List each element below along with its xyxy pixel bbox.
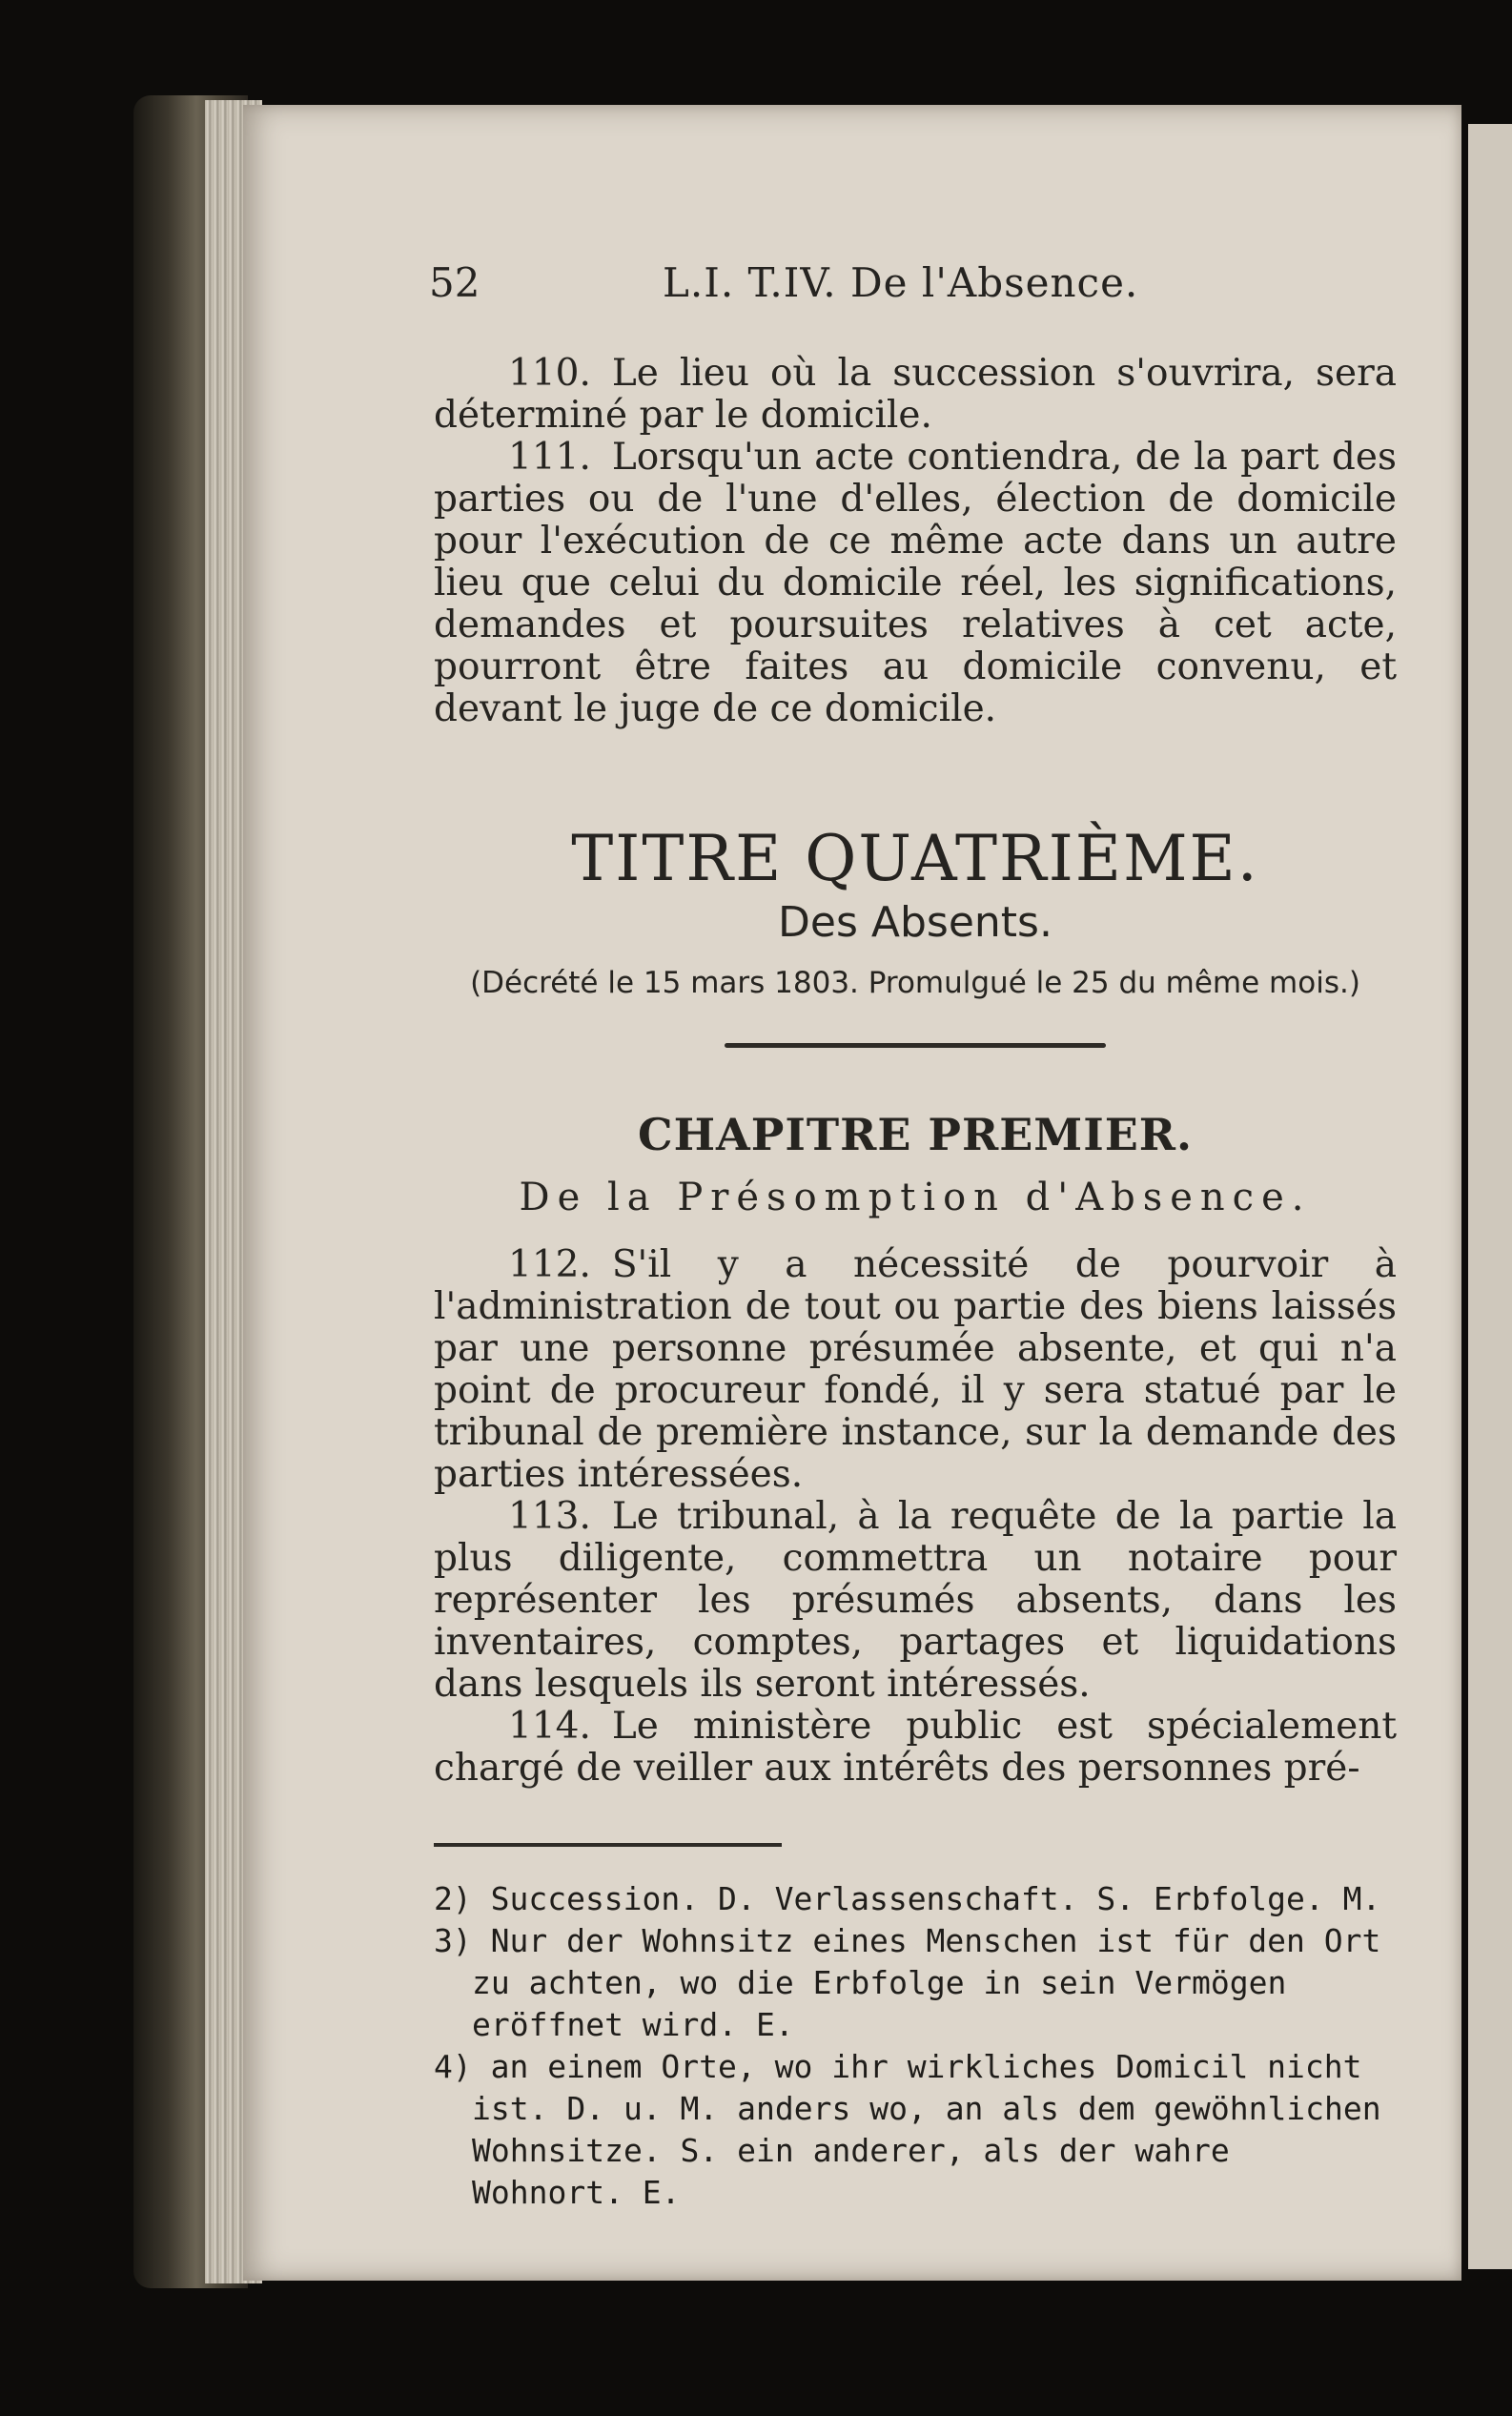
articles-bottom bbox=[434, 1244, 1397, 1790]
articles-top bbox=[434, 353, 1397, 730]
footnote-4: 4) an einem Orte, wo ihr wirkliches Domicil nicht ist. D. u. M. anders wo, an als dem gewöhnlichen Wohnsitze. S. ein anderer, als der wahre Wohnort. E. bbox=[434, 2048, 1381, 2211]
footnote-3: 3) Nur der Wohnsitz eines Menschen ist für den Ort zu achten, wo die Erbfolge in sein Vermögen eröffnet wird. E. bbox=[434, 1922, 1381, 2043]
chapter-subtitle: De la Présomption d'Absence. bbox=[519, 1176, 1312, 1219]
decree-line: (Décrété le 15 mars 1803. Promulgué le 25 du même mois.) bbox=[470, 966, 1360, 1000]
footnote-rule bbox=[434, 1843, 782, 1847]
article-111: 111. Lorsqu'un acte contiendra, de la part des parties ou de l'une d'elles, élection de domicile pour l'exécution de ce même acte dans un autre lieu que celui du domicile réel, les significations, demandes et poursuites relatives à cet acte, pourront être faites au domicile convenu, et devant le juge de ce domicile. bbox=[434, 436, 1397, 730]
section-divider bbox=[725, 1043, 1106, 1048]
article-113: 113. Le tribunal, à la requête de la partie la plus diligente, commettra un notaire pour représenter les présumés absents, dans les inventaires, comptes, partages et liquidations dans lesquels ils seront intéressés. bbox=[434, 1495, 1397, 1706]
footnote-2: 2) Succession. D. Verlassenschaft. S. Erbfolge. M. bbox=[434, 1880, 1381, 1917]
titre-heading: TITRE QUATRIÈME. bbox=[571, 822, 1259, 895]
titre-subtitle: Des Absents. bbox=[778, 898, 1052, 947]
footnotes bbox=[434, 1878, 1397, 2214]
page-number: 52 bbox=[429, 259, 480, 306]
page-header bbox=[429, 259, 1382, 317]
article-114: 114. Le ministère public est spécialement chargé de veiller aux intérêts des personnes pré- bbox=[434, 1705, 1397, 1790]
running-title: L.I. T.IV. De l'Absence. bbox=[663, 259, 1139, 306]
facing-page-edge bbox=[1468, 124, 1512, 2269]
article-110: 110. Le lieu où la succession s'ouvrira, sera déterminé par le domicile. bbox=[434, 352, 1397, 437]
article-112: 112. S'il y a nécessité de pourvoir à l'administration de tout ou partie des biens laissés par une personne présumée absente, et qui n'a point de procureur fondé, il y sera statué par le tribunal de première instance, sur la demande des parties intéressées. bbox=[434, 1243, 1397, 1496]
chapter-heading: CHAPITRE PREMIER. bbox=[637, 1109, 1194, 1160]
